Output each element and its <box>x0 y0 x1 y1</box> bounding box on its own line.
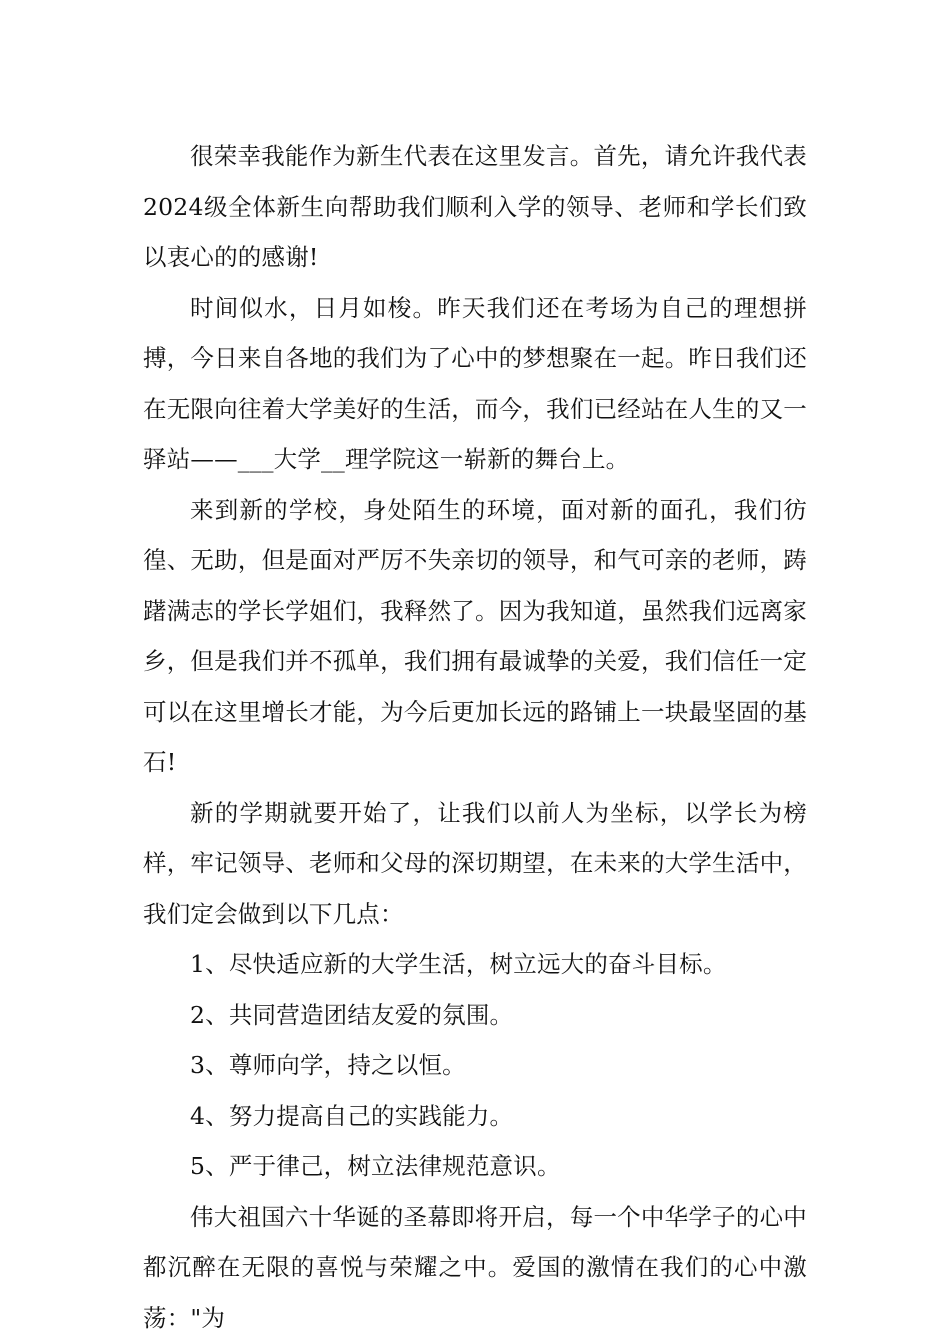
paragraph-new-school: 来到新的学校，身处陌生的环境，面对新的面孔，我们彷徨、无助，但是面对严厉不失亲切的领导，和气可亲的老师，踌躇满志的学长学姐们，我释然了。因为我知道，虽然我们远离家乡，但是我们并不孤单，我们拥有最诚挚的关爱，我们信任一定可以在这里增长才能，为今后更加长远的路铺上一块最坚固的基石! <box>143 495 807 776</box>
list-item: 2、共同营造团结友爱的氛围。 <box>190 1000 514 1029</box>
paragraph-opening: 很荣幸我能作为新生代表在这里发言。首先，请允许我代表2024级全体新生向帮助我们顺利入学的领导、老师和学长们致以衷心的的感谢! <box>143 142 807 271</box>
document-body <box>143 131 807 1343</box>
list-item: 4、努力提高自己的实践能力。 <box>190 1101 514 1130</box>
paragraph-closing: 伟大祖国六十华诞的圣幕即将开启，每一个中华学子的心中都沉醉在无限的喜悦与荣耀之中。爱国的激情在我们的心中激荡："为 <box>143 1202 807 1332</box>
paragraph-time: 时间似水，日月如梭。昨天我们还在考场为自己的理想拼搏，今日来自各地的我们为了心中的梦想聚在一起。昨日我们还在无限向往着大学美好的生活，而今，我们已经站在人生的又一驿站——___大学__理学院这一崭新的舞台上。 <box>143 293 807 473</box>
list-item: 1、尽快适应新的大学生活，树立远大的奋斗目标。 <box>190 950 727 978</box>
list-item: 3、尊师向学，持之以恒。 <box>190 1051 466 1079</box>
paragraph-new-semester: 新的学期就要开始了，让我们以前人为坐标，以学长为榜样，牢记领导、老师和父母的深切期望，在未来的大学生活中，我们定会做到以下几点： <box>143 798 807 928</box>
list-item: 5、严于律己，树立法律规范意识。 <box>190 1152 561 1180</box>
